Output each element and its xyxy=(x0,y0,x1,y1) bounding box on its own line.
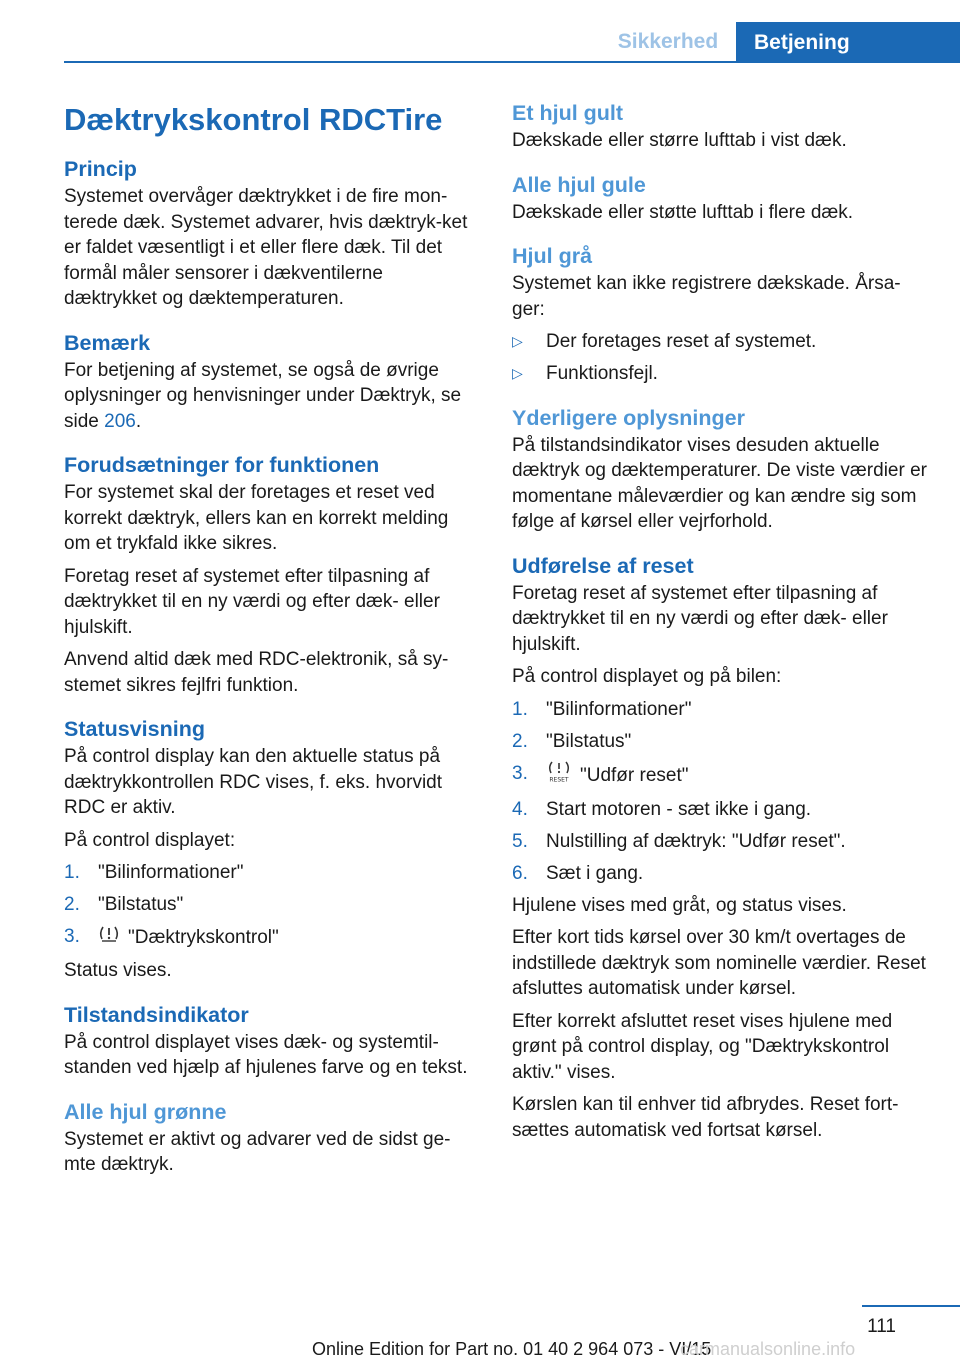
heading-udfoerelse: Udførelse af reset xyxy=(512,553,694,578)
step-number: 2. xyxy=(512,730,528,752)
status-steps xyxy=(64,860,472,952)
step-number: 3. xyxy=(512,762,528,784)
text-alle-hjul-gule: Dækskade eller støtte lufttab i flere dæk. xyxy=(512,201,854,223)
bullet-text: Der foretages reset af systemet. xyxy=(546,331,817,352)
step-text: "Dæktrykskontrol" xyxy=(128,926,279,948)
step-number: 2. xyxy=(64,894,80,915)
step-text: "Bilinformationer" xyxy=(98,862,244,883)
right-column xyxy=(512,98,932,1159)
section-alle-hjul-groenne xyxy=(64,1097,472,1178)
footer-rule xyxy=(862,1305,960,1307)
text-bemaerk-pre: For betjening af systemet, se også de øvrige oplysninger og henvisninger under Dæktryk, se side xyxy=(64,359,462,432)
text-yderligere: På tilstandsindikator vises desuden aktuelle dæktryk og dæktemperaturer. De viste værdier er momentane måleværdier og kan ændre sig som følge af kørsel eller vejrforhold. xyxy=(512,434,927,532)
text-et-hjul-gult: Dækskade eller større lufttab i vist dæk. xyxy=(512,130,847,151)
reset-icon-label: RESET xyxy=(549,776,569,783)
step-text: Sæt i gang. xyxy=(546,862,644,884)
section-princip xyxy=(64,154,472,312)
list-item xyxy=(512,729,932,755)
section-yderligere xyxy=(512,403,932,535)
page-number: 111 xyxy=(867,1316,896,1337)
tire-pressure-icon xyxy=(98,924,120,952)
heading-princip: Princip xyxy=(64,157,137,181)
list-item xyxy=(512,329,932,355)
text-alle-hjul-groenne: Systemet er aktivt og advarer ved de sidst ge-mte dæktryk. xyxy=(64,1128,451,1175)
step-text: "Bilstatus" xyxy=(546,730,632,752)
text-tilstandsindikator: På control displayet vises dæk- og systemtil-standen ved hjælp af hjulenes farve og en tekst. xyxy=(64,1031,468,1078)
step-text: Nulstilling af dæktryk: "Udfør reset". xyxy=(546,830,846,852)
heading-hjul-graa: Hjul grå xyxy=(512,244,593,268)
text-forudsaetninger-1: For systemet skal der foretages et reset ved korrekt dæktryk, ellers kan en korrekt melding om et trykfald ikke sikres. xyxy=(64,482,449,554)
text-forudsaetninger-2: Foretag reset af systemet efter tilpasning af dæktrykket til en ny værdi og efter dæk- eller hjulskift. xyxy=(64,565,440,638)
text-bemaerk xyxy=(64,358,472,435)
list-item xyxy=(512,829,932,855)
section-tilstandsindikator xyxy=(64,1000,472,1081)
heading-yderligere: Yderligere oplysninger xyxy=(512,405,745,430)
list-item xyxy=(64,860,472,886)
step-number: 4. xyxy=(512,798,528,820)
step-text: "Bilstatus" xyxy=(98,894,184,915)
list-item xyxy=(64,892,472,918)
edition-footer: Online Edition for Part no. 01 40 2 964 073 - VI/15 xyxy=(312,1339,712,1359)
watermark: carmanualsonline.info xyxy=(680,1339,856,1359)
section-forudsaetninger xyxy=(64,450,472,698)
section-bemaerk xyxy=(64,328,472,435)
triangle-bullet-icon: ▷ xyxy=(512,333,523,349)
text-princip: Systemet overvåger dæktrykket i de fire mon-terede dæk. Systemet advarer, hvis dæktryk-ket er faldet væsentligt i et eller flere dæk. Til det formål måler sensorer i dækventilerne dæktrykket og dæktemperaturen. xyxy=(64,186,468,309)
heading-alle-hjul-groenne: Alle hjul grønne xyxy=(64,1099,227,1124)
heading-statusvisning: Statusvisning xyxy=(64,717,205,741)
text-udfoerelse-a4: Kørslen kan til enhver tid afbrydes. Reset fort-sættes automatisk ved fortsat kørsel. xyxy=(512,1094,899,1141)
header-rule xyxy=(64,61,960,63)
heading-bemaerk: Bemærk xyxy=(64,330,151,355)
section-udfoerelse xyxy=(512,551,932,1144)
tire-reset-icon xyxy=(546,761,572,791)
step-number: 1. xyxy=(512,698,528,720)
text-udfoerelse-a3: Efter korrekt afsluttet reset vises hjulene med grønt på control display, og "Dæktrykskontrol aktiv." vises. xyxy=(512,1010,893,1083)
heading-tilstandsindikator: Tilstandsindikator xyxy=(64,1002,249,1027)
text-forudsaetninger-3: Anvend altid dæk med RDC-elektronik, så sy-stemet sikres fejlfri funktion. xyxy=(64,649,449,696)
tab-sikkerhed[interactable]: Sikkerhed xyxy=(617,30,719,53)
list-item xyxy=(512,697,932,723)
step-text: "Udfør reset" xyxy=(580,764,689,786)
graa-bullets xyxy=(512,329,932,387)
section-hjul-graa xyxy=(512,241,932,387)
reset-steps xyxy=(512,697,932,887)
list-item xyxy=(512,861,932,887)
step-text: Start motoren - sæt ikke i gang. xyxy=(546,798,812,820)
section-statusvisning xyxy=(64,714,472,984)
text-udfoerelse-a2: Efter kort tids kørsel over 30 km/t overtages de indstillede dæktryk som nominelle værdier. Reset afsluttes automatisk under kørsel. xyxy=(512,927,926,999)
page-link-206[interactable]: 206 xyxy=(104,410,136,432)
text-udfoerelse-2: På control displayet og på bilen: xyxy=(512,666,782,687)
heading-et-hjul-gult: Et hjul gult xyxy=(512,101,624,125)
left-column xyxy=(64,98,472,1194)
section-alle-hjul-gule xyxy=(512,170,932,226)
heading-alle-hjul-gule: Alle hjul gule xyxy=(512,172,646,197)
heading-forudsaetninger: Forudsætninger for funktionen xyxy=(64,453,380,477)
page-title: Dæktrykskontrol RDCTire xyxy=(64,102,443,137)
step-number: 5. xyxy=(512,830,528,852)
text-bemaerk-post: . xyxy=(135,410,142,432)
list-item xyxy=(512,361,932,387)
section-et-hjul-gult xyxy=(512,98,932,154)
triangle-bullet-icon: ▷ xyxy=(512,365,523,381)
step-number: 1. xyxy=(64,862,80,883)
step-number: 3. xyxy=(64,926,80,947)
list-item xyxy=(512,761,932,791)
text-udfoerelse-1: Foretag reset af systemet efter tilpasning af dæktrykket til en ny værdi og efter dæk- eller hjulskift. xyxy=(512,582,888,655)
text-udfoerelse-a1: Hjulene vises med gråt, og status vises. xyxy=(512,894,847,916)
text-statusvisning-2: På control displayet: xyxy=(64,829,236,851)
text-hjul-graa: Systemet kan ikke registrere dækskade. Årsa-ger: xyxy=(512,273,901,320)
list-item xyxy=(512,797,932,823)
bullet-text: Funktionsfejl. xyxy=(546,363,658,384)
text-statusvisning-1: På control display kan den aktuelle status på dæktrykkontrollen RDC vises, f. eks. hvorvidt RDC er aktiv. xyxy=(64,746,443,818)
list-item xyxy=(64,924,472,952)
step-number: 6. xyxy=(512,862,528,884)
step-text: "Bilinformationer" xyxy=(546,698,692,720)
text-status-vises: Status vises. xyxy=(64,960,172,981)
tab-betjening[interactable]: Betjening xyxy=(736,22,960,63)
